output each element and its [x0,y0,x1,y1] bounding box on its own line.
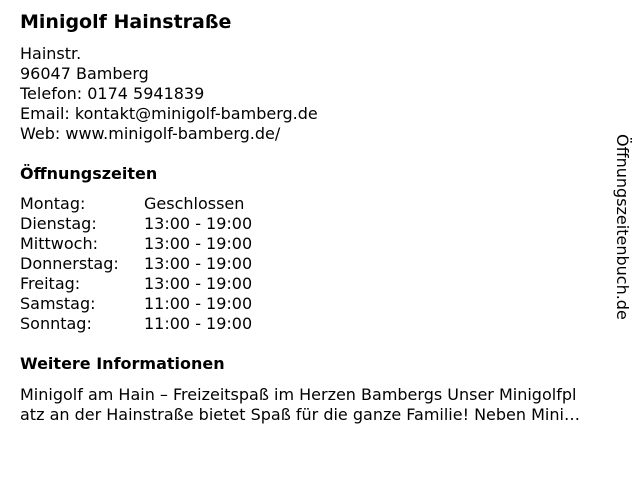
time-value: 13:00 - 19:00 [144,234,253,253]
email-line: Email: kontakt@minigolf-bamberg.de [20,104,318,123]
time-value: 13:00 - 19:00 [144,254,253,273]
time-value: 13:00 - 19:00 [144,274,253,293]
time-value: 13:00 - 19:00 [144,214,253,233]
hours-row-donnerstag [20,254,252,274]
time-value: Geschlossen [144,194,245,213]
day-label: Dienstag: [20,214,97,233]
day-label: Samstag: [20,294,96,313]
phone-line: Telefon: 0174 5941839 [20,84,205,103]
contact-block [20,44,318,144]
business-name: Minigolf Hainstraße [20,11,232,33]
city-line: 96047 Bamberg [20,64,149,83]
day-label: Freitag: [20,274,81,293]
time-value: 11:00 - 19:00 [144,294,253,313]
info-line-1: Minigolf am Hain – Freizeitspaß im Herzen Bambergs Unser Minigolfpl [20,385,577,404]
site-brand-vertical[interactable]: Öffnungszeitenbuch.de [613,134,632,320]
info-line-2: atz an der Hainstraße bietet Spaß für die ganze Familie! Neben Mini… [20,405,580,424]
hours-row-samstag [20,294,252,314]
time-value: 11:00 - 19:00 [144,314,253,333]
web-line: Web: www.minigolf-bamberg.de/ [20,124,281,143]
day-label: Sonntag: [20,314,92,333]
hours-row-freitag [20,274,252,294]
hours-row-mittwoch [20,234,252,254]
more-info-heading: Weitere Informationen [20,354,225,373]
day-label: Mittwoch: [20,234,98,253]
hours-row-montag [20,194,252,214]
day-label: Montag: [20,194,86,213]
street-address: Hainstr. [20,44,82,63]
more-info-text [20,355,626,425]
hours-row-sonntag [20,314,252,334]
opening-hours-heading: Öffnungszeiten [20,164,158,183]
opening-hours-table [20,194,252,334]
hours-row-dienstag [20,214,252,234]
day-label: Donnerstag: [20,254,119,273]
